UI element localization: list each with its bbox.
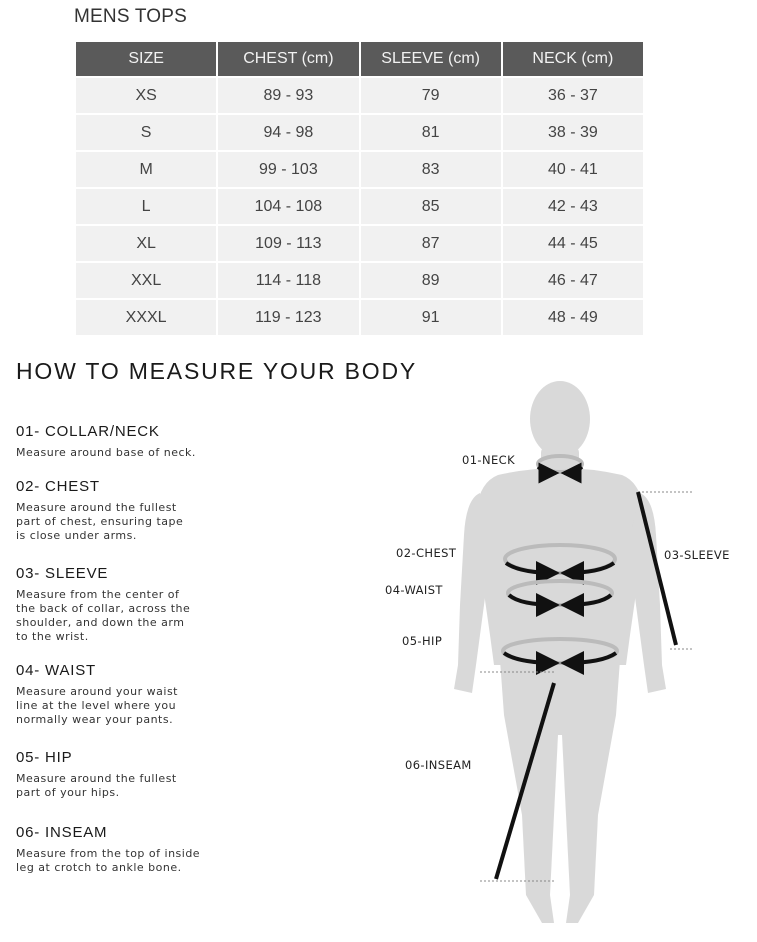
table-row: [76, 115, 643, 150]
chest-cell: 109 - 113: [218, 226, 358, 261]
step-description: Measure from the center of the back of collar, across the shoulder, and down the arm to the wrist.: [16, 588, 191, 643]
page-title: MENS TOPS: [74, 6, 188, 27]
chest-cell: 94 - 98: [218, 115, 358, 150]
size-cell: S: [76, 115, 216, 150]
table-row: [76, 152, 643, 187]
neck-cell: 36 - 37: [503, 78, 643, 113]
label-sleeve: 03-SLEEVE: [664, 548, 730, 562]
table-row: [76, 78, 643, 113]
sleeve-cell: 83: [361, 152, 501, 187]
size-chart-table: [74, 40, 645, 337]
step-chest: [16, 478, 256, 543]
chest-cell: 119 - 123: [218, 300, 358, 335]
step-title: 04- WAIST: [16, 662, 96, 679]
table-row: [76, 300, 643, 335]
sleeve-cell: 79: [361, 78, 501, 113]
label-chest: 02-CHEST: [396, 546, 457, 560]
sleeve-cell: 85: [361, 189, 501, 224]
step-sleeve: [16, 565, 256, 644]
neck-cell: 46 - 47: [503, 263, 643, 298]
section-heading: HOW TO MEASURE YOUR BODY: [16, 358, 418, 384]
neck-cell: 38 - 39: [503, 115, 643, 150]
step-description: Measure around the fullest part of your hips.: [16, 772, 177, 799]
table-row: [76, 263, 643, 298]
chest-cell: 104 - 108: [218, 189, 358, 224]
step-description: Measure from the top of inside leg at crotch to ankle bone.: [16, 847, 201, 874]
body-silhouette-illustration: [380, 375, 757, 942]
step-description: Measure around your waist line at the level where you normally wear your pants.: [16, 685, 178, 726]
sleeve-cell: 89: [361, 263, 501, 298]
column-header-neck: NECK (cm): [503, 42, 643, 76]
neck-cell: 48 - 49: [503, 300, 643, 335]
chest-cell: 99 - 103: [218, 152, 358, 187]
neck-cell: 42 - 43: [503, 189, 643, 224]
step-description: Measure around the fullest part of chest, ensuring tape is close under arms.: [16, 501, 184, 542]
table-header-row: [76, 42, 643, 76]
neck-cell: 44 - 45: [503, 226, 643, 261]
step-collar-neck: [16, 423, 256, 460]
size-cell: XXL: [76, 263, 216, 298]
sleeve-cell: 81: [361, 115, 501, 150]
body-measurement-diagram: [380, 375, 757, 942]
sleeve-cell: 87: [361, 226, 501, 261]
chest-cell: 114 - 118: [218, 263, 358, 298]
size-cell: XS: [76, 78, 216, 113]
step-title: 03- SLEEVE: [16, 565, 109, 582]
column-header-sleeve: SLEEVE (cm): [361, 42, 501, 76]
neck-cell: 40 - 41: [503, 152, 643, 187]
size-cell: M: [76, 152, 216, 187]
label-neck: 01-NECK: [462, 453, 516, 467]
label-hip: 05-HIP: [402, 634, 443, 648]
size-cell: XL: [76, 226, 216, 261]
column-header-size: SIZE: [76, 42, 216, 76]
sleeve-cell: 91: [361, 300, 501, 335]
step-title: 01- COLLAR/NECK: [16, 423, 160, 440]
step-title: 06- INSEAM: [16, 824, 108, 841]
step-title: 02- CHEST: [16, 478, 100, 495]
label-waist: 04-WAIST: [385, 583, 443, 597]
step-waist: [16, 662, 256, 727]
step-inseam: [16, 824, 256, 875]
column-header-chest: CHEST (cm): [218, 42, 358, 76]
table-row: [76, 226, 643, 261]
step-hip: [16, 749, 256, 800]
size-cell: XXXL: [76, 300, 216, 335]
step-title: 05- HIP: [16, 749, 73, 766]
table-row: [76, 189, 643, 224]
label-inseam: 06-INSEAM: [405, 758, 472, 772]
size-cell: L: [76, 189, 216, 224]
chest-cell: 89 - 93: [218, 78, 358, 113]
step-description: Measure around base of neck.: [16, 446, 196, 459]
